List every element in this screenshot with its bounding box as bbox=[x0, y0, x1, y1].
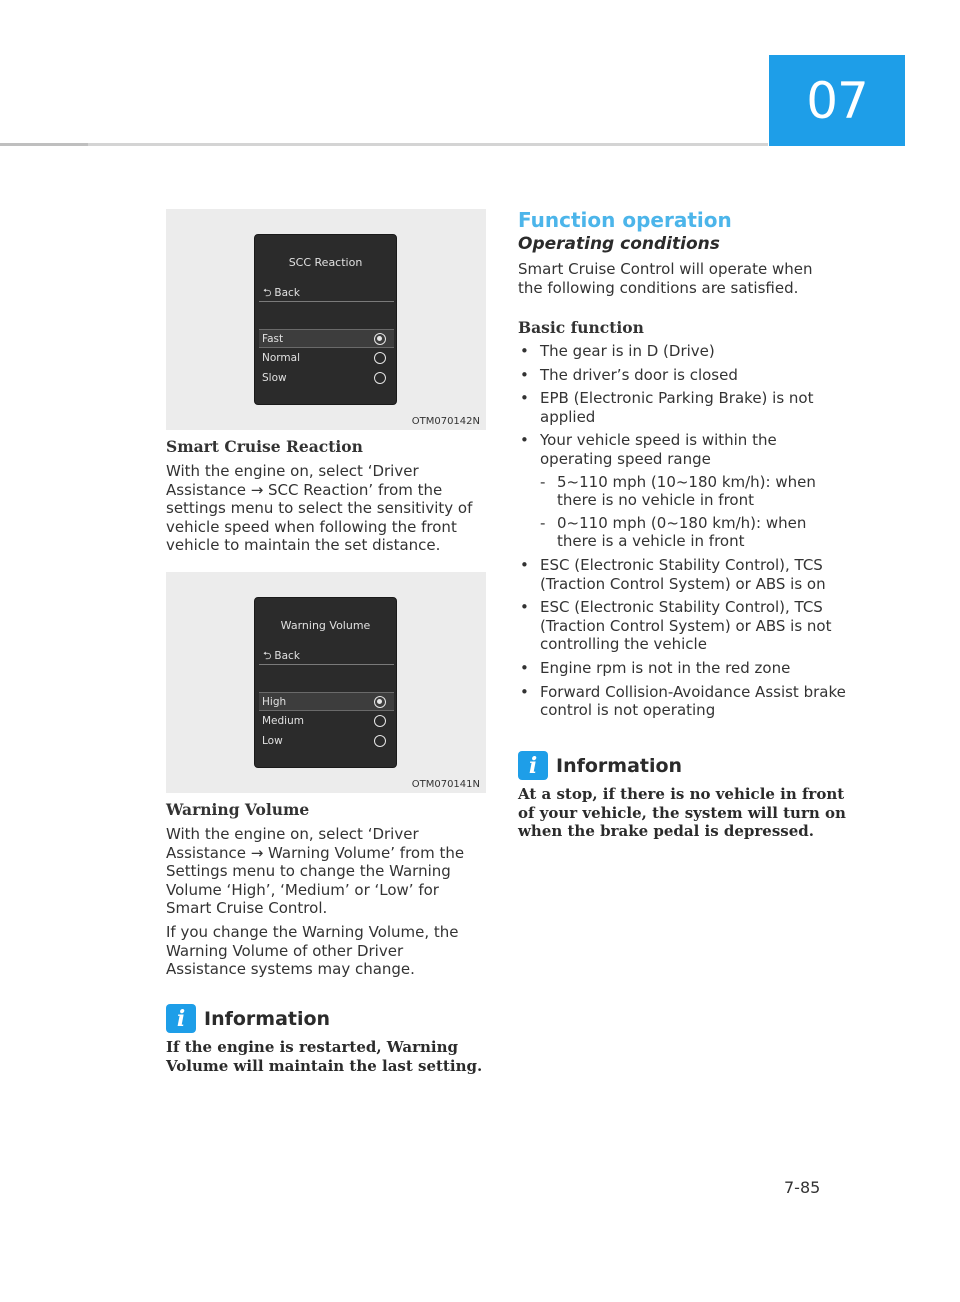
option-row bbox=[259, 712, 394, 731]
sub-list-item: - 5~110 mph (10~180 km/h): when there is no vehicle in front bbox=[540, 472, 816, 510]
info-header bbox=[518, 751, 682, 780]
option-label: Low bbox=[262, 735, 283, 747]
cluster-screen bbox=[254, 234, 397, 405]
chapter-tab: 07 bbox=[769, 55, 905, 146]
option-row bbox=[259, 329, 394, 348]
function-title: Function operation bbox=[518, 208, 732, 232]
header-rule-accent bbox=[0, 143, 88, 146]
figure-warning-volume bbox=[166, 572, 486, 793]
option-label: High bbox=[262, 696, 287, 708]
section-heading: Smart Cruise Reaction bbox=[166, 437, 363, 456]
list-item: • The driver’s door is closed bbox=[520, 365, 738, 384]
header-rule bbox=[0, 143, 768, 146]
option-row bbox=[259, 732, 394, 751]
option-label: Fast bbox=[262, 333, 284, 345]
list-item: • Engine rpm is not in the red zone bbox=[520, 658, 791, 677]
figure-code: OTM070142N bbox=[411, 416, 480, 427]
radio-empty-icon bbox=[374, 372, 386, 384]
screen-divider bbox=[259, 664, 394, 665]
cluster-screen bbox=[254, 597, 397, 768]
info-text: At a stop, if there is no vehicle in front of your vehicle, the system will turn on when the brake pedal is depressed. bbox=[518, 785, 846, 841]
screen-divider bbox=[259, 301, 394, 302]
figure-scc-reaction bbox=[166, 209, 486, 430]
section-body: With the engine on, select ‘Driver Assistance → Warning Volume’ from the Settings menu to change the Warning Volume ‘High’, ‘Medium’ or ‘Low’ for Smart Cruise Control. bbox=[166, 825, 465, 918]
list-item: • EPB (Electronic Parking Brake) is not applied bbox=[520, 389, 814, 426]
back-arrow-icon: ⮌ bbox=[263, 287, 272, 299]
figure-code: OTM070141N bbox=[411, 779, 480, 790]
back-label: Back bbox=[274, 287, 300, 299]
info-title: Information bbox=[556, 754, 683, 777]
option-label: Normal bbox=[262, 352, 300, 364]
list-item: • The gear is in D (Drive) bbox=[520, 342, 715, 360]
list-item: • ESC (Electronic Stability Control), TCS (Traction Control System) or ABS is not controlling the vehicle bbox=[520, 598, 832, 654]
conditions-list bbox=[520, 342, 850, 725]
screen-title: Warning Volume bbox=[280, 619, 371, 632]
list-item: • Your vehicle speed is within the operating speed range - 5~110 mph (10~180 km/h): when there is no vehicle in front - 0~110 mph (0~180 km/h): when there is a vehicle in front bbox=[520, 431, 850, 551]
radio-selected-icon bbox=[374, 696, 386, 708]
function-intro: Smart Cruise Control will operate when the following conditions are satisfied. bbox=[518, 260, 813, 297]
sub-list-item: - 0~110 mph (0~180 km/h): when there is a vehicle in front bbox=[540, 513, 807, 551]
info-title: Information bbox=[204, 1007, 331, 1030]
section-body: If you change the Warning Volume, the Warning Volume of other Driver Assistance systems may change. bbox=[166, 923, 459, 979]
list-item: • Forward Collision-Avoidance Assist brake control is not operating bbox=[520, 682, 846, 720]
option-row bbox=[259, 369, 394, 388]
radio-empty-icon bbox=[374, 352, 386, 364]
option-label: Slow bbox=[262, 372, 287, 384]
option-label: Medium bbox=[262, 715, 304, 727]
function-subtitle: Operating conditions bbox=[518, 234, 720, 254]
option-row bbox=[259, 692, 394, 711]
radio-empty-icon bbox=[374, 715, 386, 727]
info-text: If the engine is restarted, Warning Volume will maintain the last setting. bbox=[166, 1038, 483, 1075]
info-header bbox=[166, 1004, 330, 1033]
page-number: 7-85 bbox=[784, 1178, 821, 1197]
basic-heading: Basic function bbox=[518, 318, 644, 337]
info-icon: i bbox=[166, 1004, 196, 1033]
info-icon: i bbox=[518, 751, 548, 780]
radio-selected-icon bbox=[374, 333, 386, 345]
back-arrow-icon: ⮌ bbox=[263, 650, 272, 662]
back-label: Back bbox=[274, 650, 300, 662]
option-row bbox=[259, 349, 394, 368]
section-heading: Warning Volume bbox=[166, 800, 310, 819]
list-item: • ESC (Electronic Stability Control), TCS (Traction Control System) or ABS is on bbox=[520, 555, 826, 593]
radio-empty-icon bbox=[374, 735, 386, 747]
speed-range-list bbox=[540, 473, 850, 551]
screen-title: SCC Reaction bbox=[288, 256, 363, 269]
section-body: With the engine on, select ‘Driver Assistance → SCC Reaction’ from the settings menu to select the sensitivity of vehicle speed when following the front vehicle to maintain the set distance. bbox=[166, 462, 473, 555]
